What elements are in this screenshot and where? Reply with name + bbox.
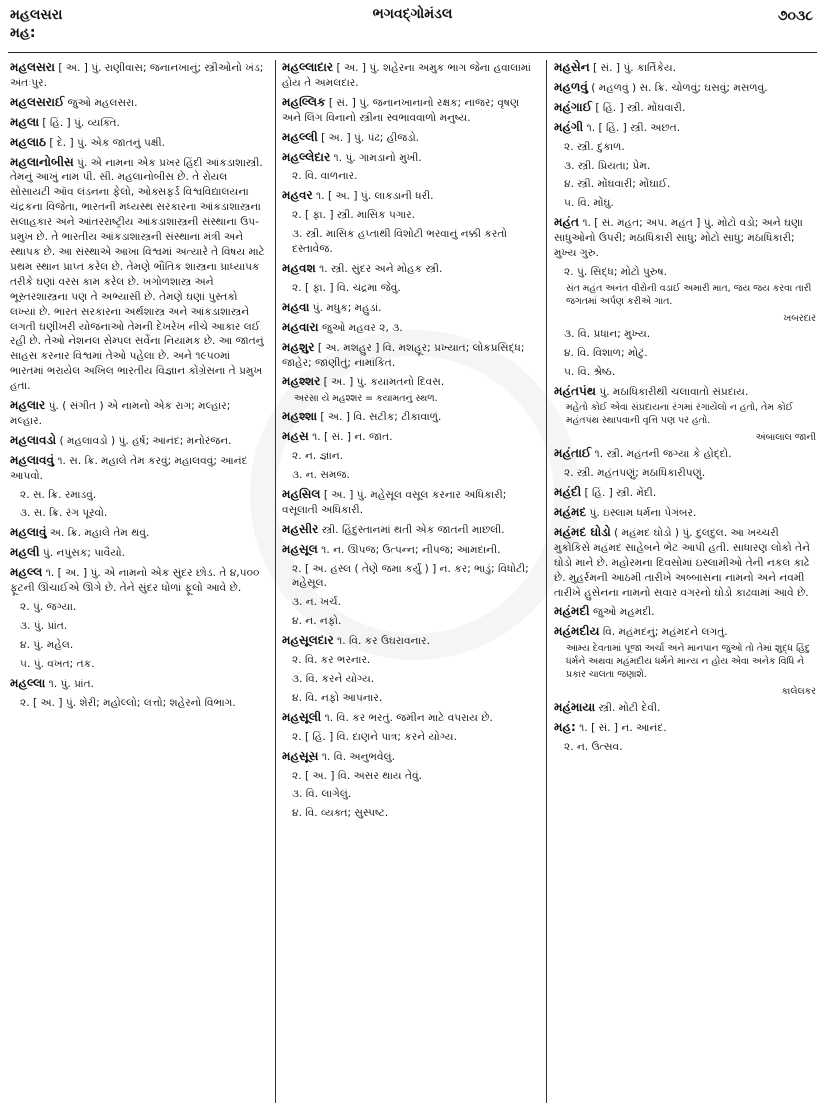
headword: મહવર (282, 188, 313, 203)
dictionary-entry (554, 505, 816, 521)
definition: [ અ. ] પું. પંઢ; હીજડો. (317, 131, 420, 144)
headword: મહલ્લાદાર (282, 60, 334, 74)
dictionary-entry (554, 215, 816, 261)
column-2 (282, 60, 537, 1107)
sense-line: ૨. પું. સિદ્ધ; મોટો પુરુષ. (564, 265, 667, 278)
headword: મહંમદ ઘોડો (554, 524, 611, 539)
dictionary-entry (554, 525, 816, 601)
page-header (0, 6, 825, 54)
definition: ૧. [ સં. ] ન. આનંદ. (575, 722, 667, 735)
dictionary-entry (282, 429, 537, 445)
dictionary-entry (282, 95, 537, 126)
headword: મહલાનોબીસ (10, 154, 74, 169)
headword: મહસ (282, 429, 309, 444)
sense-line: ૪. વિ. વ્યક્ત; સુસ્પષ્ટ. (292, 807, 389, 820)
dictionary-entry (282, 320, 537, 336)
dictionary-entry (10, 60, 265, 91)
dictionary-entry (554, 700, 816, 716)
citation-quote: સંત મહંત અનંત વીરોની વડાઈ અમારી માત, જય જય કરવા તારી જગતમાં અર્પણ કરીએ ગાત. (566, 282, 812, 307)
sense-line: ૪. સ્ત્રી. મોંઘવારી; મોંઘાઈ. (564, 178, 671, 191)
definition: ૧. [ હિં. ] સ્ત્રી. અછત. (583, 121, 681, 134)
dictionary-entry (282, 710, 537, 726)
headword: મહલાવડો (10, 432, 57, 447)
header-rule (8, 52, 817, 53)
headword: મહંમદી (554, 604, 590, 619)
guide-word: મહલસરા (10, 7, 63, 23)
sense-line: ૩. સ. ક્રિ. રંગ પૂરવો. (20, 507, 108, 520)
sense-line: ૪. ન. નફો. (292, 615, 342, 628)
sense-line: ૨. [ હિં. ] વિ. દાણને પાત્ર; કરને યોગ્ય. (292, 730, 457, 743)
headword: મહંગાઈ (554, 99, 592, 114)
definition: ૧. [ અ. ] પું. લાકડાની ધરી. (312, 190, 434, 203)
citation-quote: અરસા યે મહશ્શર = કયામતનું સ્થળ. (294, 393, 438, 405)
headword: મહંદી (554, 485, 582, 500)
headword: મહ: (554, 720, 576, 735)
citation-quote: મહેતો કોઈ એવા સંપ્રદાયના રંગમાં રંગાયેલો ન હતો, તેમ કોઈ મહંતપંથ સ્થાપવાની વૃત્તિ પણ પર હતો. (566, 402, 793, 427)
definition: જુઓ મહવર ૨, ૩. (318, 321, 403, 334)
citation-quote: આમ્ય દેવતામાં પૂજા અર્ચા અને માનપાન જુઓ તો તેમાં શુદ્ધ હિંદુ ધર્મને અથવા મહંમદીય ધર્મને માન્ય ન હોય એવા અનેક વિધિ ને પ્રકાર ચાલતા જણાશે. (566, 643, 811, 681)
sense-line: ૨. સ્ત્રી. મહંતપણું; મઠાધિકારીપણું. (564, 467, 706, 480)
headword: મહલ્લી (282, 129, 318, 144)
definition: સ્ત્રી. હિંદુસ્તાનમાં થતી એક જાતની માછલી. (318, 523, 505, 536)
dictionary-entry (282, 300, 537, 316)
headword: મહલાઠ (10, 134, 47, 149)
headword: મહવા (282, 299, 310, 314)
sense-line: ૩. પું. પ્રાંત. (20, 619, 68, 632)
dictionary-entry (10, 525, 265, 541)
definition: ૧. [ સં. મહત; અપ. મહંત ] પું. મોટો વડો; અને ઘણા સાધુઓનો ઉપરી; મઠાધિકારી સાધુ; મોટો સાધુ; મઠાધિકારી; મુખ્ય ગુરુ. (554, 217, 803, 260)
headword: મહલસરા (10, 60, 55, 74)
headword: મહસીર (282, 521, 319, 536)
headword: મહલા (10, 114, 40, 129)
sense-line: ૨. [ ફા. ] વિ. ચંદ્રમા જેવું. (292, 281, 401, 294)
dictionary-entry (554, 80, 816, 96)
sense-line: ૩. વિ. કરને યોગ્ય. (292, 673, 375, 685)
definition: [ અ. ] વિ. સટીક; ટીકાવાળું. (317, 411, 442, 424)
headword: મહવારા (282, 319, 319, 334)
citation-author: ખબરદાર (783, 312, 816, 324)
headword: મહંતપંથ (554, 383, 596, 398)
sense-line: ૫. વિ. મોંઘુ. (564, 197, 614, 210)
definition: [ હિં. ] સ્ત્રી. મોંઘવારી. (591, 101, 686, 114)
headword: મહલી (10, 545, 40, 560)
dictionary-entry (554, 120, 816, 136)
headword: મહલ્લિક (282, 94, 326, 109)
sense-line: ૫. પું. વખત; તક. (20, 657, 95, 670)
definition: ( મહંમદ ઘોડો ) પું. દુલદુલ. આ ખચ્ચરી મુકોકિસે મહંમદ સાહેબને ભેટ આપી હતી. સાધારણ લોકો તેને ઘોડો માને છે. મહોરમના દિવસોમાં ઇસ્લામીઓ તેની નકલ કાઢે છે. મુહર્રમની આઠમી તારીખે અબ્બાસના નામનો અને નવમી તારીખે હુસેનના નામનો સવાર વગરનો ઘોડો કાઢવામાં આવે છે. (554, 526, 811, 599)
headword: મહસૂસ (282, 748, 319, 763)
headword: મહળવું (554, 79, 588, 94)
sense-line: ૨. સ. ક્રિ. રમાડવું. (20, 488, 97, 501)
sense-line: ૩. સ્ત્રી. માસિક હપ્તાથી વિશોટી ભરવાનું નક્કી કરતો દસ્તાવેજ. (292, 228, 508, 256)
sense-line: ૨. ન. જ્ઞાન. (292, 450, 344, 463)
headword: મહલ્લ (10, 565, 43, 580)
headword: મહંમદીય (554, 624, 600, 639)
dictionary-entry (554, 100, 816, 116)
definition: ૧. પું. ગામડાનો મુખી. (330, 151, 422, 164)
headword: મહશુર (282, 339, 315, 354)
headword: મહશ્શર (282, 374, 321, 389)
dictionary-entry (554, 624, 816, 640)
dictionary-entry (282, 374, 537, 390)
sense-line: ૪. વિ. નફો આપનાર. (292, 691, 383, 704)
dictionary-entry (10, 545, 265, 561)
dictionary-entry (554, 604, 816, 620)
sense-line: ૨. [ અ. ] વિ. અસર થાય તેવું. (292, 769, 422, 782)
dictionary-entry (282, 522, 537, 538)
definition: [ અ. ] પું. શહેરના અમુક ભાગ જેના હવાલામાં હોય તે અમલદાર. (282, 62, 531, 89)
definition: [ હિં. ] પું. વ્યક્તિ. (39, 116, 120, 129)
dictionary-entry (282, 261, 537, 277)
sense-line: ૨. ન. ઉત્સવ. (564, 741, 623, 753)
headword: મહસૂલદાર (282, 633, 334, 648)
definition: ૧. સ. ક્રિ. મહાલે તેમ કરવું; મહાલવવું; આનંદ આપવો. (10, 454, 248, 482)
definition: જુઓ મહલસરા. (64, 96, 138, 109)
dictionary-entry (282, 633, 537, 649)
column-divider (546, 60, 547, 1103)
dictionary-entry (282, 188, 537, 204)
sense-line: ૨. [ અ. હસ્લ ( તેણે જમા કર્યું ) ] ન. કર; ભાડું; વિધોટી; મહેસૂલ. (292, 562, 529, 590)
definition: [ અ. ] પું. મહેસૂલ વસૂલ કરનાર અધિકારી; વસૂલાતી અધિકારી. (282, 488, 507, 516)
column-1 (10, 60, 265, 1107)
definition: [ અ. ] પું. રાણીવાસ; જનાનખાનું; સ્ત્રીઓનો ખંડ; અંતઃપુર. (10, 62, 264, 89)
definition: વિ. મહંમદનું; મહંમદને લગતું. (599, 626, 728, 639)
dictionary-entry (554, 485, 816, 501)
dictionary-entry (282, 487, 537, 518)
definition: સ્ત્રી. મોટી દેવી. (595, 702, 661, 715)
definition: ૧. ન. ઊપજ; ઉત્પન્ન; નીપજ; આમદાની. (317, 543, 501, 556)
dictionary-entry (282, 409, 537, 425)
definition: ૧. પું. પ્રાંત. (45, 677, 95, 690)
sense-line: ૨. સ્ત્રી. દુકાળ. (564, 140, 625, 153)
sense-line: ૩. સ્ત્રી. પ્રિયતા; પ્રેમ. (564, 159, 651, 172)
headword: મહંતાઈ (554, 446, 592, 461)
headword: મહલાવું (10, 525, 47, 540)
dictionary-entry (554, 446, 816, 462)
definition: ૧. વિ. અનુભવેલું. (318, 750, 395, 763)
definition: પું. એ નામના એક પ્રખર હિંદી આંકડાશાસ્ત્રી. તેમનું આખું નામ પી. સી. મહલાનોબીસ છે. તે રોયલ સોસાયટી ઑવ લંડનના ફેલો, ઓક્સફર્ડ વિશ્વવિદ્યાલયના ચંદ્રકના વિજેતા, ભારતની મધ્યસ્થ સરકારના આંકડાશાસ્ત્રના સલાહકાર અને આંતરરાષ્ટ્રીય આંકડાશાસ્ત્રની સંસ્થાના ઉપ-પ્રમુખ છે. તે ભારતીય આંકડાશાસ્ત્રની સંસ્થાના મંત્રી અને સ્થાપક છે. આ સંસ્થાએ આખા વિશ્વમાં અત્યારે તે વિષય માટે પ્રથમ સ્થાન પ્રાપ્ત કરેલ છે. તેમણે ભૌતિક શાસ્ત્રના પ્રાધ્યાપક તરીકે ઘણાં વરસ કામ કરેલ છે. ખગોળશાસ્ત્ર અને ભૂસ્તરશાસ્ત્રના પણ તે અભ્યાસી છે. તેમણે ઘણાં પુસ્તકો લખ્યાં છે. ભારત સરકારના અર્થશાસ્ત્ર અને આંકડાશાસ્ત્રને લગતી ઘણીખરી યોજનાઓ તેમની દેખરેખ નીચે આકાર લઈ રહી છે. તેઓ નેશનલ સેમ્પલ સર્વેના નિયામક છે. આ જાતનું સાહસ કરનાર વિશ્વમાં તેઓ પહેલા છે. અને ૧૯૫૦માં ભારતમાં ભરાયેલ અખિલ ભારતીય વિજ્ઞાન કોંગ્રેસના તે પ્રમુખ હતા. (10, 156, 265, 393)
headword: મહવશ (282, 260, 316, 275)
headword: મહસેન (554, 60, 590, 74)
headword: મહંમાયા (554, 700, 596, 715)
headword: મહલ્લેદાર (282, 149, 331, 164)
dictionary-entry (554, 60, 816, 76)
dictionary-entry (10, 95, 265, 111)
headword: મહંગી (554, 119, 584, 134)
dictionary-entry (282, 60, 537, 91)
headword: મહંમદ (554, 505, 587, 520)
definition: ( મહલાવડો ) પું. હર્ષ; આનંદ; મનોરંજન. (56, 434, 232, 447)
dictionary-entry (554, 384, 816, 400)
dictionary-entry (10, 453, 265, 484)
headword: મહલ્લા (10, 675, 46, 690)
definition: ૧. [ સં. ] ન. જાત. (308, 431, 393, 444)
dictionary-entry (10, 398, 265, 429)
sense-line: ૩. ન. સમજ. (292, 469, 350, 482)
guide-word-sub: મહ: (10, 25, 36, 41)
sense-line: ૪. વિ. વિશાળ; મોટું. (564, 346, 648, 359)
sense-line: ૪. પું. મહેલ. (20, 638, 74, 651)
dictionary-entry (10, 676, 265, 692)
dictionary-entry (10, 115, 265, 131)
sense-line: ૩. ન. ખર્ચ. (292, 596, 341, 609)
dictionary-entry (282, 340, 537, 371)
dictionary-entry (10, 135, 265, 151)
definition: ૧. સ્ત્રી. સુંદર અને મોહક સ્ત્રી. (315, 262, 443, 275)
page-number: ૭૦૩૮ (777, 8, 813, 24)
sense-line: ૨. વિ. વાળનાર. (292, 170, 358, 183)
sense-line: ૩. વિ. લાગેલું. (292, 788, 352, 801)
definition: પું. મધુક; મહુડાં. (309, 301, 382, 314)
definition: ( મહળવું ) સ. ક્રિ. ચોળવું; ઘસવું; મસળવું. (587, 81, 768, 94)
definition: પું. ( સંગીત ) એ નામનો એક રાગ; મલ્હાર; મલ્હાર. (10, 400, 231, 427)
definition: પું. નપુંસક; પાવૈયો. (39, 547, 126, 560)
dictionary-entry (10, 433, 265, 449)
dictionary-entry (10, 155, 265, 395)
headword: મહસૂલ (282, 541, 318, 556)
definition: [ અ. મશહુર ] વિ. મશહૂર; પ્રખ્યાત; લોકપ્રસિદ્ધ; જાહેર; જાણીતું; નામાંકિત. (282, 341, 525, 369)
column-3 (554, 60, 816, 1107)
definition: અ. ક્રિ. મહાલે તેમ થવું. (46, 527, 150, 540)
sense-line: ૨. [ ફા. ] સ્ત્રી. માસિક પગાર. (292, 209, 415, 222)
headword: મહલાવવું (10, 452, 54, 467)
dictionary-entry (282, 150, 537, 166)
dictionary-entry (282, 749, 537, 765)
headword: મહસૂલી (282, 709, 322, 724)
sense-line: ૫. વિ. શ્રેષ્ઠ. (564, 365, 616, 378)
definition: પું. ઇસ્લામ ધર્મના પેગંબર. (586, 507, 697, 520)
definition: ૧. સ્ત્રી. મહંતની જગ્યા કે હોદ્દો. (591, 448, 732, 461)
dictionary-entry (10, 565, 265, 596)
definition: ૧. [ અ. ] પું. એ નામનો એક સુંદર છોડ. તે ૪,૫૦૦ ફૂટની ઊંચાઈએ ઊગે છે. તેને સુંદર ધોળાં ફૂલો આવે છે. (10, 567, 260, 595)
definition: ૧. વિ. કર ઉઘરાવનાર. (333, 635, 430, 648)
definition: [ હિં. ] સ્ત્રી. મેંદી. (581, 487, 657, 500)
dictionary-entry (282, 130, 537, 146)
headword: મહલાર (10, 398, 46, 413)
column-divider (275, 60, 276, 1103)
dictionary-entry (554, 720, 816, 736)
definition: જુઓ મહમદી. (589, 606, 655, 619)
headword: મહશ્શા (282, 409, 318, 424)
dictionary-entry (282, 542, 537, 558)
sense-line: ૨. [ અ. ] પું. શેરી; મહોલ્લો; લત્તો; શહેરનો વિભાગ. (20, 696, 236, 709)
definition: [ દે. ] પું. એક જાતનું પક્ષી. (46, 136, 166, 149)
page-title: ભગવદ્ગોમંડલ (372, 6, 453, 22)
sense-line: ૩. વિ. પ્રધાન; મુખ્ય. (564, 327, 651, 340)
headword: મહસિલ (282, 486, 321, 501)
citation-author: કાલેલકર (781, 686, 816, 698)
sense-line: ૨. વિ. કર ભરનાર. (292, 654, 371, 667)
headword: મહલસરાઈ (10, 94, 65, 109)
definition: પું. મઠાધિકારીથી ચલાવાતો સંપ્રદાય. (595, 385, 749, 398)
definition: [ સં. ] પું. કાર્તિકેય. (589, 62, 676, 74)
definition: [ સં. ] પું. જનાનખાનાનો રક્ષક; નાજર; વૃષણ અને લિંગ વિનાનો સ્ત્રીના સ્વભાવવાળો મનુષ્ય. (282, 96, 520, 124)
headword: મહંત (554, 215, 579, 230)
sense-line: ૨. પું. જગ્યા. (20, 601, 77, 613)
definition: ૧. વિ. કર ભરતું. જમીન માટે વપરાય છે. (321, 711, 493, 724)
citation-author: અંબાલાલ જાની (755, 432, 816, 444)
definition: [ અ. ] પું. કયામતનો દિવસ. (320, 376, 445, 389)
